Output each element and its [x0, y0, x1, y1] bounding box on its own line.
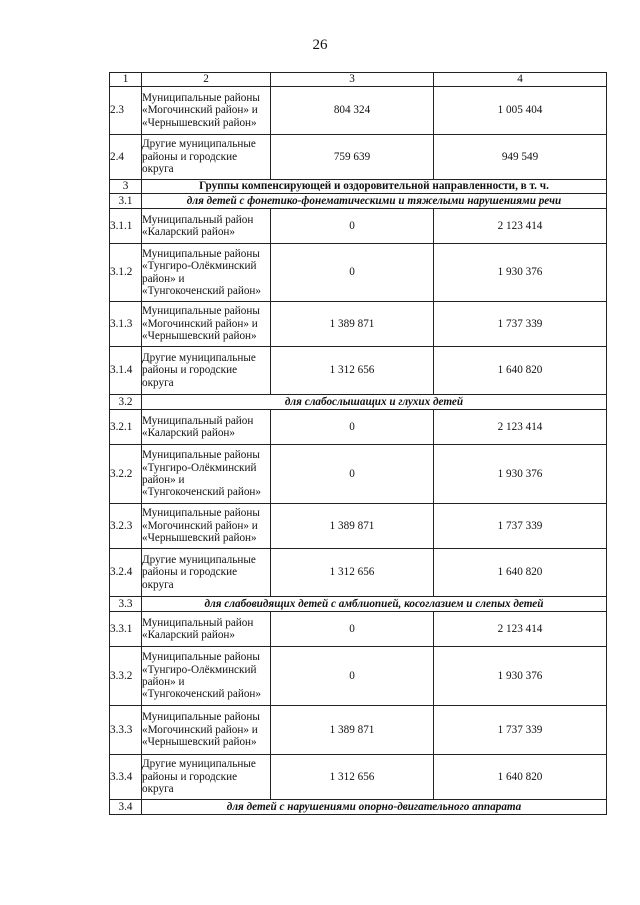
value-col-4: 1 737 339 — [434, 504, 607, 549]
district-name-line: районы и городские — [142, 150, 238, 163]
district-name-cell — [142, 647, 271, 706]
district-name-cell — [142, 755, 271, 800]
value-col-3: 804 324 — [271, 87, 434, 135]
value-col-4: 1 640 820 — [434, 755, 607, 800]
row-number: 3.2.1 — [110, 410, 142, 445]
district-name-line: «Тунгиро-Олёкминский — [142, 663, 257, 676]
district-name-line: район» и — [142, 676, 185, 688]
row-number: 2.3 — [110, 87, 142, 135]
table-row — [110, 504, 607, 549]
value-col-3: 0 — [271, 612, 434, 647]
row-number: 3.1.1 — [110, 209, 142, 244]
value-col-4: 1 930 376 — [434, 647, 607, 706]
district-name-line: «Тунгиро-Олёкминский — [142, 461, 257, 474]
table-row — [110, 549, 607, 597]
table-row — [110, 87, 607, 135]
value-col-3: 1 389 871 — [271, 302, 434, 347]
value-col-3: 0 — [271, 244, 434, 302]
district-name-line: «Могочинский район» и — [142, 723, 258, 736]
row-number: 3 — [110, 180, 142, 194]
district-name-line: районы и городские — [142, 566, 238, 579]
row-number: 3.3.4 — [110, 755, 142, 800]
district-name-cell — [142, 445, 271, 504]
district-name-line: «Тунгиро-Олёкминский — [142, 260, 257, 273]
district-name-line: «Каларский район» — [142, 226, 236, 238]
subsection-title: для детей с фонетико-фонематическими и тяжелыми нарушениями речи — [142, 194, 607, 209]
table-row — [110, 135, 607, 180]
table-row — [110, 347, 607, 395]
row-number: 3.3.2 — [110, 647, 142, 706]
value-col-4: 1 930 376 — [434, 445, 607, 504]
value-col-3: 759 639 — [271, 135, 434, 180]
district-name-cell — [142, 347, 271, 395]
table-row — [110, 755, 607, 800]
district-name-line: «Каларский район» — [142, 629, 236, 641]
district-name-line: «Чернышевский район» — [142, 736, 257, 749]
district-name-line: «Тунгокоченский район» — [142, 486, 261, 499]
value-col-4: 1 640 820 — [434, 347, 607, 395]
district-name-cell — [142, 612, 271, 647]
district-name-line: Муниципальные районы — [142, 247, 260, 260]
district-name-cell — [142, 135, 271, 180]
value-col-4: 1 930 376 — [434, 244, 607, 302]
row-number: 3.2.2 — [110, 445, 142, 504]
row-number: 3.3.3 — [110, 706, 142, 755]
table-row — [110, 612, 607, 647]
district-name-line: Муниципальные районы — [142, 91, 260, 104]
subsection-title: для слабослышащих и глухих детей — [142, 395, 607, 410]
value-col-3: 1 312 656 — [271, 549, 434, 597]
row-number: 3.1 — [110, 194, 142, 209]
header-col-1: 1 — [110, 73, 142, 87]
page-number: 26 — [312, 37, 328, 53]
row-number: 3.1.4 — [110, 347, 142, 395]
value-col-3: 1 389 871 — [271, 706, 434, 755]
value-col-4: 2 123 414 — [434, 612, 607, 647]
district-name-line: Муниципальные районы — [142, 507, 260, 520]
district-name-line: «Чернышевский район» — [142, 330, 257, 343]
district-name-line: Муниципальный район — [142, 213, 254, 226]
value-col-4: 2 123 414 — [434, 209, 607, 244]
district-name-line: район» и — [142, 474, 185, 486]
subsection-title: для слабовидящих детей с амблиопией, косоглазием и слепых детей — [142, 597, 607, 612]
district-name-cell — [142, 706, 271, 755]
district-name-line: Другие муниципальные — [142, 351, 256, 364]
district-name-line: «Чернышевский район» — [142, 532, 257, 545]
section-row — [110, 180, 607, 194]
district-name-line: «Тунгокоченский район» — [142, 284, 261, 297]
district-name-line: районы и городские — [142, 364, 238, 377]
value-col-3: 1 312 656 — [271, 755, 434, 800]
district-name-line: «Чернышевский район» — [142, 116, 257, 129]
row-number: 3.3.1 — [110, 612, 142, 647]
district-name-line: Муниципальный район — [142, 616, 254, 629]
value-col-3: 0 — [271, 209, 434, 244]
table-row — [110, 445, 607, 504]
district-name-line: Другие муниципальные — [142, 138, 256, 151]
subsection-row — [110, 800, 607, 815]
district-name-line: Другие муниципальные — [142, 758, 256, 771]
header-col-2: 2 — [142, 73, 271, 87]
district-name-line: Другие муниципальные — [142, 553, 256, 566]
value-col-3: 1 312 656 — [271, 347, 434, 395]
subsection-row — [110, 597, 607, 612]
value-col-4: 1 737 339 — [434, 706, 607, 755]
row-number: 3.1.2 — [110, 244, 142, 302]
value-col-4: 949 549 — [434, 135, 607, 180]
row-number: 3.3 — [110, 597, 142, 612]
district-name-cell — [142, 302, 271, 347]
district-name-line: «Каларский район» — [142, 427, 236, 439]
district-name-line: «Могочинский район» и — [142, 317, 258, 330]
row-number: 2.4 — [110, 135, 142, 180]
subsection-title: для детей с нарушениями опорно-двигательного аппарата — [142, 800, 607, 815]
district-name-line: районы и городские — [142, 770, 238, 783]
value-col-4: 1 005 404 — [434, 87, 607, 135]
value-col-4: 1 640 820 — [434, 549, 607, 597]
district-name-line: Муниципальные районы — [142, 305, 260, 318]
value-col-3: 0 — [271, 445, 434, 504]
row-number: 3.4 — [110, 800, 142, 815]
row-number: 3.2.3 — [110, 504, 142, 549]
table-row — [110, 209, 607, 244]
header-col-4: 4 — [434, 73, 607, 87]
district-name-line: Муниципальные районы — [142, 651, 260, 664]
district-name-line: «Тунгокоченский район» — [142, 688, 261, 701]
value-col-3: 0 — [271, 410, 434, 445]
district-name-cell — [142, 244, 271, 302]
subsection-row — [110, 194, 607, 209]
district-name-cell — [142, 549, 271, 597]
district-name-cell — [142, 87, 271, 135]
table-body — [110, 73, 607, 815]
value-col-4: 2 123 414 — [434, 410, 607, 445]
header-col-3: 3 — [271, 73, 434, 87]
district-name-line: Муниципальный район — [142, 414, 254, 427]
district-name-cell — [142, 410, 271, 445]
value-col-3: 0 — [271, 647, 434, 706]
district-name-line: Муниципальные районы — [142, 449, 260, 462]
district-name-cell — [142, 209, 271, 244]
district-name-line: округа — [142, 783, 174, 796]
district-name-line: округа — [142, 376, 174, 389]
section-title: Группы компенсирующей и оздоровительной направленности, в т. ч. — [142, 180, 607, 194]
header-row — [110, 73, 607, 87]
district-name-line: округа — [142, 578, 174, 591]
district-name-line: район» и — [142, 272, 185, 285]
table-row — [110, 410, 607, 445]
district-name-line: «Могочинский район» и — [142, 519, 258, 532]
tariff-table — [109, 72, 607, 815]
row-number: 3.1.3 — [110, 302, 142, 347]
value-col-3: 1 389 871 — [271, 504, 434, 549]
subsection-row — [110, 395, 607, 410]
table-row — [110, 244, 607, 302]
district-name-line: округа — [142, 163, 174, 176]
row-number: 3.2.4 — [110, 549, 142, 597]
district-name-line: «Могочинский район» и — [142, 104, 258, 117]
value-col-4: 1 737 339 — [434, 302, 607, 347]
table-row — [110, 706, 607, 755]
table-row — [110, 302, 607, 347]
district-name-line: Муниципальные районы — [142, 711, 260, 724]
row-number: 3.2 — [110, 395, 142, 410]
table-row — [110, 647, 607, 706]
district-name-cell — [142, 504, 271, 549]
